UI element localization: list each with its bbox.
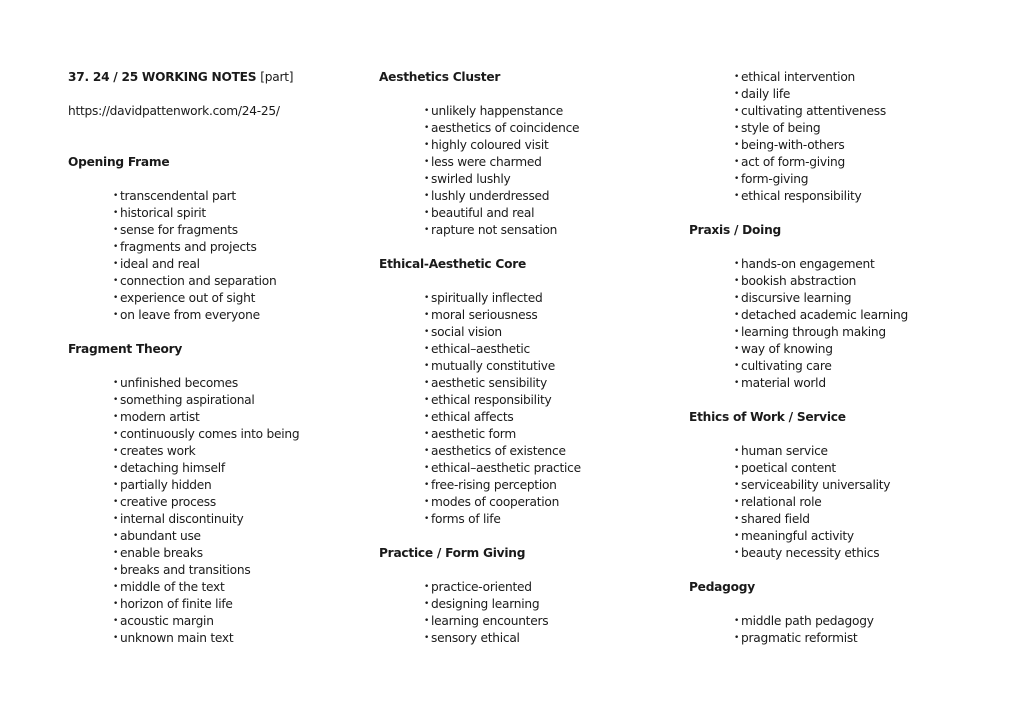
list-practice-form-giving-part-2 (689, 69, 989, 205)
bullet-icon: • (734, 514, 740, 524)
list-item-text: ethical intervention (741, 70, 855, 84)
bullet-icon: • (734, 548, 740, 558)
bullet-icon: • (113, 208, 119, 218)
section-heading-ethical-aesthetic-core: Ethical-Aesthetic Core (379, 257, 526, 271)
bullet-icon: • (734, 361, 740, 371)
list-item (734, 154, 989, 171)
list-item (734, 307, 989, 324)
list-item (424, 120, 679, 137)
bullet-icon: • (424, 514, 430, 524)
list-item (734, 443, 989, 460)
list-item (113, 545, 368, 562)
list-item-text: detached academic learning (741, 308, 908, 322)
list-item (113, 630, 368, 647)
bullet-icon: • (113, 616, 119, 626)
list-item (734, 545, 989, 562)
bullet-icon: • (113, 497, 119, 507)
list-item (113, 426, 368, 443)
list-item-text: modern artist (120, 410, 200, 424)
list-item-text: creative process (120, 495, 216, 509)
bullet-icon: • (734, 463, 740, 473)
list-item-text: poetical content (741, 461, 836, 475)
bullet-icon: • (424, 293, 430, 303)
list-item-text: material world (741, 376, 826, 390)
list-item (424, 205, 679, 222)
bullet-icon: • (424, 344, 430, 354)
list-item (113, 256, 368, 273)
bullet-icon: • (734, 72, 740, 82)
bullet-icon: • (424, 361, 430, 371)
section-heading-aesthetics-cluster: Aesthetics Cluster (379, 70, 501, 84)
list-item-text: enable breaks (120, 546, 203, 560)
list-item-text: middle path pedagogy (741, 614, 874, 628)
list-aesthetics-cluster (379, 103, 679, 239)
list-item (734, 103, 989, 120)
list-item-text: something aspirational (120, 393, 255, 407)
list-item (113, 477, 368, 494)
bullet-icon: • (734, 123, 740, 133)
list-item (424, 511, 679, 528)
list-item-text: rapture not sensation (431, 223, 558, 237)
list-item (113, 392, 368, 409)
list-item-text: practice-oriented (431, 580, 532, 594)
list-item (113, 443, 368, 460)
list-item-text: ethical–aesthetic (431, 342, 530, 356)
bullet-icon: • (734, 106, 740, 116)
section-heading-ethics-of-work-service: Ethics of Work / Service (689, 410, 846, 424)
bullet-icon: • (113, 378, 119, 388)
bullet-icon: • (424, 395, 430, 405)
bullet-icon: • (734, 531, 740, 541)
bullet-icon: • (424, 429, 430, 439)
list-item (424, 630, 679, 647)
list-item-text: free-rising perception (431, 478, 557, 492)
list-item (113, 511, 368, 528)
list-item (113, 528, 368, 545)
list-item-text: continuously comes into being (120, 427, 300, 441)
bullet-icon: • (113, 463, 119, 473)
bullet-icon: • (734, 344, 740, 354)
list-item-text: fragments and projects (120, 240, 257, 254)
list-item (424, 222, 679, 239)
column-3 (689, 69, 989, 647)
title-text: 37. 24 / 25 WORKING NOTES (68, 70, 257, 84)
list-item (424, 392, 679, 409)
list-item-text: beautiful and real (431, 206, 535, 220)
list-item-text: cultivating attentiveness (741, 104, 886, 118)
list-item (113, 375, 368, 392)
list-item-text: lushly underdressed (431, 189, 550, 203)
bullet-icon: • (113, 310, 119, 320)
bullet-icon: • (734, 89, 740, 99)
bullet-icon: • (424, 497, 430, 507)
list-item-text: swirled lushly (431, 172, 511, 186)
list-item (424, 290, 679, 307)
list-item (424, 596, 679, 613)
list-item (424, 579, 679, 596)
list-item-text: aesthetic form (431, 427, 516, 441)
list-item (734, 120, 989, 137)
list-item-text: sensory ethical (431, 631, 520, 645)
list-item (734, 171, 989, 188)
section-heading-fragment-theory: Fragment Theory (68, 342, 183, 356)
bullet-icon: • (113, 191, 119, 201)
bullet-icon: • (424, 123, 430, 133)
list-item-text: sense for fragments (120, 223, 238, 237)
list-item (424, 154, 679, 171)
document-title (68, 69, 368, 86)
list-item-text: experience out of sight (120, 291, 256, 305)
list-item-text: daily life (741, 87, 791, 101)
bullet-icon: • (734, 497, 740, 507)
list-item (734, 358, 989, 375)
list-item-text: aesthetics of coincidence (431, 121, 580, 135)
list-item-text: historical spirit (120, 206, 206, 220)
list-item (734, 324, 989, 341)
bullet-icon: • (734, 293, 740, 303)
list-item-text: designing learning (431, 597, 540, 611)
bullet-icon: • (113, 582, 119, 592)
bullet-icon: • (734, 191, 740, 201)
list-item-text: relational role (741, 495, 822, 509)
bullet-icon: • (424, 191, 430, 201)
section-heading-praxis-doing: Praxis / Doing (689, 223, 781, 237)
bullet-icon: • (424, 208, 430, 218)
list-item (734, 613, 989, 630)
list-item-text: highly coloured visit (431, 138, 549, 152)
list-item-text: ethical affects (431, 410, 514, 424)
list-item (113, 613, 368, 630)
list-item (113, 579, 368, 596)
list-item (424, 103, 679, 120)
list-item (424, 460, 679, 477)
list-item (424, 613, 679, 630)
list-item-text: ethical responsibility (431, 393, 552, 407)
list-item-text: unknown main text (120, 631, 234, 645)
list-item (424, 171, 679, 188)
list-praxis-doing (689, 256, 989, 392)
bullet-icon: • (424, 157, 430, 167)
list-item-text: breaks and transitions (120, 563, 251, 577)
bullet-icon: • (113, 276, 119, 286)
list-item-text: bookish abstraction (741, 274, 857, 288)
list-item (424, 188, 679, 205)
list-item-text: detaching himself (120, 461, 225, 475)
title-suffix: [part] (260, 70, 294, 84)
bullet-icon: • (113, 599, 119, 609)
list-item (424, 375, 679, 392)
list-item (734, 86, 989, 103)
bullet-icon: • (113, 225, 119, 235)
list-item-text: beauty necessity ethics (741, 546, 880, 560)
list-item-text: internal discontinuity (120, 512, 244, 526)
list-item-text: act of form-giving (741, 155, 845, 169)
list-item-text: social vision (431, 325, 502, 339)
list-item (113, 596, 368, 613)
list-item (734, 460, 989, 477)
list-item (113, 239, 368, 256)
bullet-icon: • (424, 140, 430, 150)
bullet-icon: • (113, 480, 119, 490)
bullet-icon: • (734, 276, 740, 286)
list-item-text: style of being (741, 121, 821, 135)
bullet-icon: • (424, 480, 430, 490)
bullet-icon: • (113, 514, 119, 524)
list-item-text: hands-on engagement (741, 257, 875, 271)
list-item-text: less were charmed (431, 155, 542, 169)
list-item-text: moral seriousness (431, 308, 538, 322)
list-item-text: being-with-others (741, 138, 845, 152)
list-item (113, 273, 368, 290)
bullet-icon: • (424, 327, 430, 337)
bullet-icon: • (424, 616, 430, 626)
list-item-text: horizon of finite life (120, 597, 233, 611)
list-item-text: transcendental part (120, 189, 236, 203)
list-item (113, 290, 368, 307)
list-item (113, 409, 368, 426)
list-item-text: connection and separation (120, 274, 277, 288)
bullet-icon: • (113, 293, 119, 303)
list-item-text: human service (741, 444, 828, 458)
bullet-icon: • (113, 548, 119, 558)
bullet-icon: • (113, 633, 119, 643)
bullet-icon: • (113, 429, 119, 439)
list-item-text: abundant use (120, 529, 201, 543)
bullet-icon: • (734, 310, 740, 320)
list-item-text: spiritually inflected (431, 291, 543, 305)
list-item (113, 188, 368, 205)
list-practice-form-giving-part-1 (379, 579, 679, 647)
list-item (734, 375, 989, 392)
list-item-text: way of knowing (741, 342, 833, 356)
source-url[interactable]: https://davidpattenwork.com/24-25/ (68, 104, 280, 118)
list-item-text: shared field (741, 512, 810, 526)
list-item (113, 562, 368, 579)
list-item-text: pragmatic reformist (741, 631, 858, 645)
list-item-text: creates work (120, 444, 196, 458)
bullet-icon: • (734, 140, 740, 150)
bullet-icon: • (424, 106, 430, 116)
column-1 (68, 69, 368, 647)
list-item (424, 477, 679, 494)
bullet-icon: • (424, 599, 430, 609)
list-item (734, 188, 989, 205)
list-opening-frame (68, 188, 368, 324)
list-item (734, 273, 989, 290)
bullet-icon: • (734, 174, 740, 184)
list-item-text: forms of life (431, 512, 501, 526)
bullet-icon: • (424, 225, 430, 235)
list-ethical-aesthetic-core (379, 290, 679, 528)
list-item-text: ethical responsibility (741, 189, 862, 203)
bullet-icon: • (113, 565, 119, 575)
list-item (734, 494, 989, 511)
list-item-text: discursive learning (741, 291, 852, 305)
list-item (734, 477, 989, 494)
list-item-text: middle of the text (120, 580, 225, 594)
bullet-icon: • (734, 633, 740, 643)
list-item (113, 460, 368, 477)
list-item-text: form-giving (741, 172, 809, 186)
list-item (424, 341, 679, 358)
list-item (113, 307, 368, 324)
list-item-text: meaningful activity (741, 529, 854, 543)
list-item (734, 511, 989, 528)
bullet-icon: • (113, 259, 119, 269)
bullet-icon: • (734, 157, 740, 167)
list-item (734, 290, 989, 307)
list-item (424, 494, 679, 511)
list-item (113, 494, 368, 511)
list-item (424, 358, 679, 375)
list-item-text: aesthetic sensibility (431, 376, 548, 390)
list-item-text: learning encounters (431, 614, 549, 628)
list-item-text: on leave from everyone (120, 308, 260, 322)
list-item (113, 205, 368, 222)
list-item-text: serviceability universality (741, 478, 891, 492)
list-item (734, 630, 989, 647)
list-item-text: learning through making (741, 325, 886, 339)
section-heading-opening-frame: Opening Frame (68, 155, 170, 169)
bullet-icon: • (734, 327, 740, 337)
list-item (734, 341, 989, 358)
bullet-icon: • (424, 463, 430, 473)
list-item-text: unfinished becomes (120, 376, 239, 390)
list-item (424, 426, 679, 443)
section-heading-practice-form-giving: Practice / Form Giving (379, 546, 526, 560)
bullet-icon: • (424, 310, 430, 320)
list-item (424, 137, 679, 154)
list-item-text: modes of cooperation (431, 495, 560, 509)
list-item (734, 256, 989, 273)
list-item-text: acoustic margin (120, 614, 214, 628)
list-item (424, 307, 679, 324)
list-item-text: ethical–aesthetic practice (431, 461, 581, 475)
column-2 (379, 69, 679, 647)
bullet-icon: • (734, 480, 740, 490)
bullet-icon: • (113, 395, 119, 405)
list-item (424, 409, 679, 426)
list-fragment-theory (68, 375, 368, 647)
list-item-text: unlikely happenstance (431, 104, 563, 118)
bullet-icon: • (113, 531, 119, 541)
list-item-text: cultivating care (741, 359, 832, 373)
list-item (734, 528, 989, 545)
bullet-icon: • (734, 616, 740, 626)
bullet-icon: • (424, 582, 430, 592)
list-item-text: partially hidden (120, 478, 212, 492)
list-item (734, 69, 989, 86)
list-item-text: mutually constitutive (431, 359, 555, 373)
bullet-icon: • (113, 412, 119, 422)
list-item (424, 443, 679, 460)
bullet-icon: • (734, 446, 740, 456)
bullet-icon: • (424, 174, 430, 184)
bullet-icon: • (113, 242, 119, 252)
list-item (734, 137, 989, 154)
bullet-icon: • (113, 446, 119, 456)
list-ethics-of-work-service (689, 443, 989, 562)
bullet-icon: • (734, 378, 740, 388)
bullet-icon: • (734, 259, 740, 269)
bullet-icon: • (424, 378, 430, 388)
list-item-text: ideal and real (120, 257, 200, 271)
list-pedagogy (689, 613, 989, 647)
list-item (113, 222, 368, 239)
section-heading-pedagogy: Pedagogy (689, 580, 755, 594)
list-item (424, 324, 679, 341)
bullet-icon: • (424, 446, 430, 456)
bullet-icon: • (424, 412, 430, 422)
list-item-text: aesthetics of existence (431, 444, 566, 458)
bullet-icon: • (424, 633, 430, 643)
